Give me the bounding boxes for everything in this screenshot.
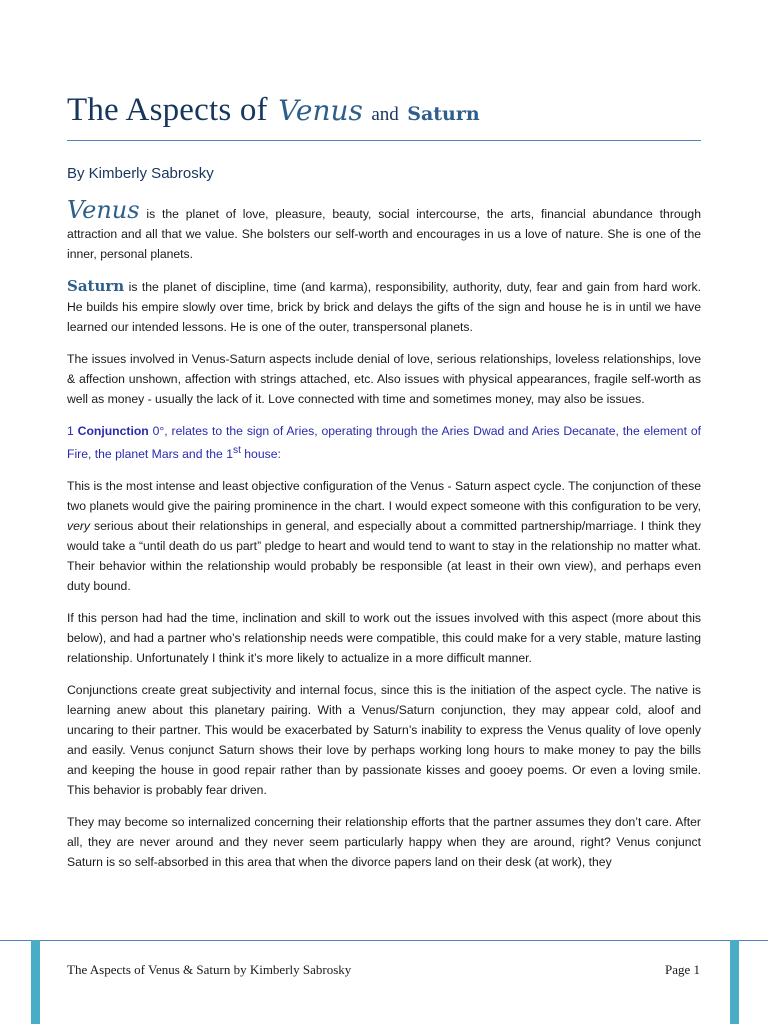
p1-text-a: This is the most intense and least objective configuration of the Venus - Saturn aspect cycle. The conjunction of these two planets would give the pairing prominence in the chart. I would expect someone with this configuration to be very, [67,479,701,514]
venus-paragraph-text: is the planet of love, pleasure, beauty, social intercourse, the arts, financial abundance through attraction and all that we value. She bolsters our self-worth and encourages in us a love of nature. She is one of the inner, personal planets. [67,207,701,261]
venus-paragraph [67,196,701,264]
aspect-name: Conjunction [77,424,149,438]
saturn-lead-word: Saturn [67,277,125,295]
title-and: and [371,104,399,125]
aspect-number: 1 [67,424,78,438]
issues-paragraph: The issues involved in Venus-Saturn aspects include denial of love, serious relationships, loveless relationships, love & affection unshown, affection with strings attached, etc. Also issues with physical appearances, fragile self-worth as well as money - usually the lack of it. Love connected with time and sometimes money, may also be issues. [67,352,701,406]
conjunction-paragraph-2: If this person had had the time, inclination and skill to work out the issues involved with this aspect (more about this below), and had a partner who’s relationship needs were compatible, this could make for a very stable, mature lasting relationship. Unfortunately I think it’s more likely to actualize in a more difficult manner. [67,611,701,666]
conjunction-paragraph-1 [67,476,701,596]
p1-emphasis: very [67,519,91,534]
footer-divider [0,940,768,941]
saturn-paragraph [67,276,701,337]
footer-title: The Aspects of Venus & Saturn by Kimberly Sabrosky [67,962,352,977]
document-body [67,196,701,884]
aspect-superscript: st [232,445,241,456]
page-number: Page 1 [664,962,700,977]
venus-lead-word: Venus [67,196,140,224]
conjunction-heading [67,421,701,464]
title-saturn: Saturn [407,103,480,125]
aspect-description-b: house: [240,447,281,462]
aspect-description-a: 0°, relates to the sign of Aries, operating through the Aries Dwad and Aries Decanate, the element of Fire, the planet Mars and the 1 [67,424,701,462]
title-divider [67,140,701,141]
title-venus: Venus [278,94,363,127]
footer-bar-right [730,940,739,1024]
footer-bar-left [31,940,40,1024]
title-main: The Aspects of [67,92,268,128]
saturn-paragraph-text: is the planet of discipline, time (and karma), responsibility, authority, duty, fear and gain from hard work. He builds his empire slowly over time, brick by brick and delays the gifts of the sign and house he is in until we have learned our intended lessons. He is one of the outer, transpersonal planets. [67,280,701,334]
p1-text-b: serious about their relationships in general, and especially about a committed partnership/marriage. I think they would take a “until death do us part” pledge to heart and would tend to want to stay in the relationship no matter what. Their behavior within the relationship would probably be responsible (at least in their own view), and perhaps even duty bound. [67,519,701,594]
page-title [67,92,707,129]
conjunction-paragraph-3: Conjunctions create great subjectivity and internal focus, since this is the initiation of the aspect cycle. The native is learning anew about this planetary pairing. With a Venus/Saturn conjunction, they may appear cold, aloof and uncaring to their partner. This would be exacerbated by Saturn’s inability to express the Venus quality of love openly and easily. Venus conjunct Saturn shows their love by perhaps working long hours to make money to pay the bills and keeping the house in good repair rather than by passionate kisses and gooey poems. Or even a loving smile. This behavior is probably fear driven. [67,683,701,798]
author-byline: By Kimberly Sabrosky [67,165,214,182]
conjunction-paragraph-4: They may become so internalized concerning their relationship efforts that the partner assumes they don’t care. After all, they are never around and they never seem particularly happy when they are around, right? Venus conjunct Saturn is so self-absorbed in this area that when the divorce papers land on their desk (at work), they [67,815,701,870]
